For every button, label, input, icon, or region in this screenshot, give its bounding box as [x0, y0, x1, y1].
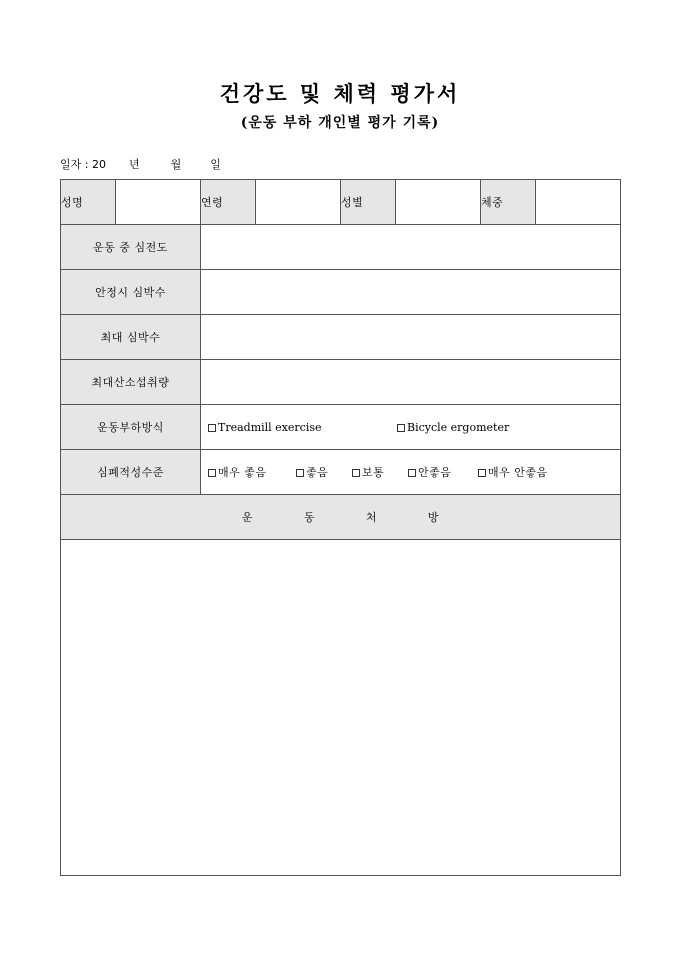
prescription-char: 처 — [365, 511, 378, 524]
prescription-header — [61, 495, 621, 540]
prescription-char: 방 — [427, 511, 440, 524]
personal-info-row — [61, 180, 621, 225]
sex-field[interactable] — [396, 180, 481, 225]
fitness-level-options — [201, 450, 621, 495]
name-field[interactable] — [116, 180, 201, 225]
test-method-options — [201, 405, 621, 450]
ecg-field[interactable] — [201, 225, 621, 270]
treadmill-option[interactable]: Treadmill exercise — [208, 421, 397, 434]
date-month-label: 월 — [170, 158, 182, 171]
max-hr-label: 최대 심박수 — [61, 315, 201, 360]
checkbox-icon[interactable] — [408, 469, 416, 477]
prescription-body-row — [61, 540, 621, 876]
test-method-label: 운동부하방식 — [61, 405, 201, 450]
bicycle-option[interactable]: Bicycle ergometer — [397, 421, 509, 434]
average-option[interactable]: 보통 — [352, 464, 408, 480]
max-hr-field[interactable] — [201, 315, 621, 360]
evaluation-form — [60, 179, 621, 876]
name-label: 성명 — [61, 180, 116, 225]
test-method-row — [61, 405, 621, 450]
weight-field[interactable] — [536, 180, 621, 225]
age-label: 연령 — [201, 180, 256, 225]
prescription-char: 운 — [241, 511, 254, 524]
ecg-label: 운동 중 심전도 — [61, 225, 201, 270]
checkbox-icon[interactable] — [352, 469, 360, 477]
checkbox-icon[interactable] — [296, 469, 304, 477]
max-hr-row — [61, 315, 621, 360]
sex-label: 성별 — [341, 180, 396, 225]
prescription-field[interactable] — [61, 540, 621, 876]
date-year-label: 년 — [128, 158, 140, 171]
document-title: 건강도 및 체력 평가서 — [219, 81, 461, 106]
vo2max-label: 최대산소섭취량 — [61, 360, 201, 405]
fitness-level-row — [61, 450, 621, 495]
date-day-label: 일 — [210, 158, 221, 171]
bad-option[interactable]: 안좋음 — [408, 464, 478, 480]
prescription-char: 동 — [303, 511, 316, 524]
resting-hr-row — [61, 270, 621, 315]
resting-hr-label: 안정시 심박수 — [61, 270, 201, 315]
good-option[interactable]: 좋음 — [296, 464, 352, 480]
prescription-header-row — [61, 495, 621, 540]
very-bad-option[interactable]: 매우 안좋음 — [478, 464, 548, 480]
document-subtitle: (운동 부하 개인별 평가 기록) — [240, 115, 440, 131]
checkbox-icon[interactable] — [397, 424, 405, 432]
very-good-option[interactable]: 매우 좋음 — [208, 464, 296, 480]
date-line — [60, 156, 221, 172]
date-label: 일자 : 20 — [60, 158, 106, 171]
resting-hr-field[interactable] — [201, 270, 621, 315]
weight-label: 체중 — [481, 180, 536, 225]
checkbox-icon[interactable] — [478, 469, 486, 477]
ecg-row — [61, 225, 621, 270]
fitness-level-label: 심폐적성수준 — [61, 450, 201, 495]
checkbox-icon[interactable] — [208, 424, 216, 432]
age-field[interactable] — [256, 180, 341, 225]
checkbox-icon[interactable] — [208, 469, 216, 477]
vo2max-field[interactable] — [201, 360, 621, 405]
vo2max-row — [61, 360, 621, 405]
